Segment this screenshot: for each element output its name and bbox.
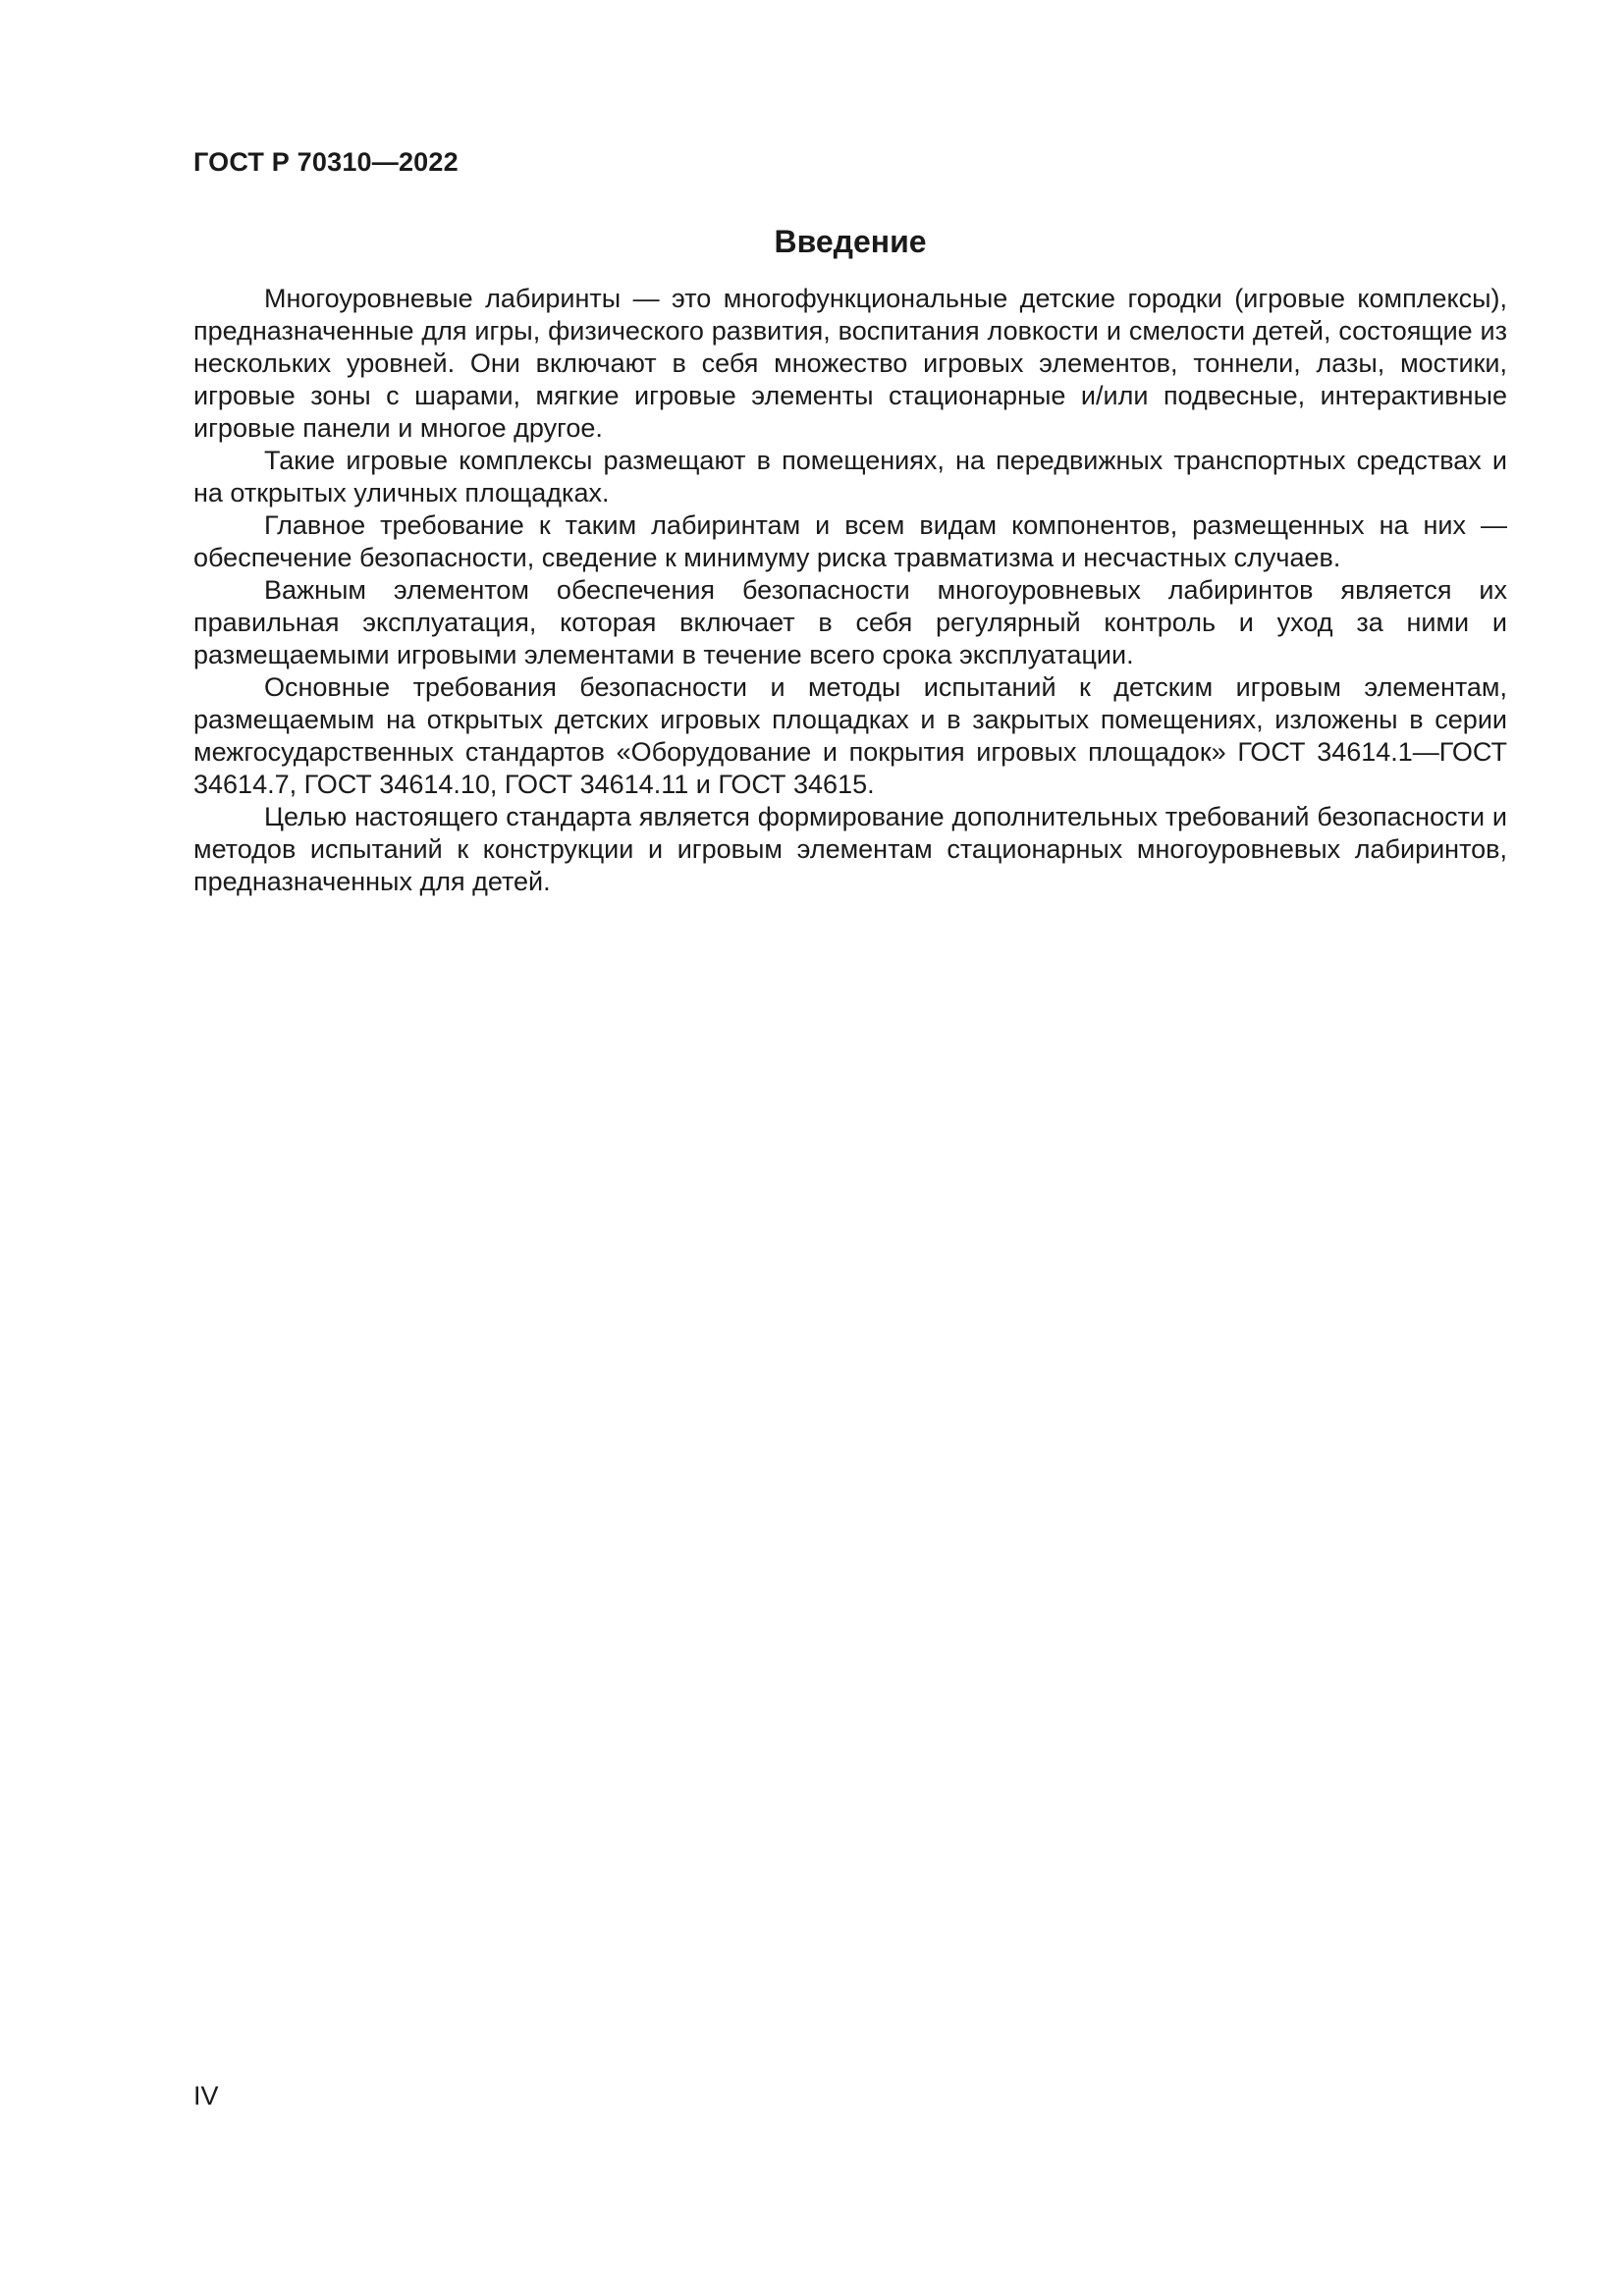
body-text: [193, 283, 1507, 898]
paragraph: Главное требование к таким лабиринтам и всем видам компонентов, размещенных на них — обеспечение безопасности, сведение к минимуму риска травматизма и несчастных случаев.: [193, 510, 1507, 572]
paragraph: Многоуровневые лабиринты — это многофункциональные детские городки (игровые комплексы), предназначенные для игры, физического развития, воспитания ловкости и смелости детей, состоящие из нескольких уровней. Они включают в себя множество игровых элементов, тоннели, лазы, мостики, игровые зоны с шарами, мягкие игровые элементы стационарные и/или подвесные, интерактивные игровые панели и многое другое.: [193, 284, 1507, 443]
paragraph: Такие игровые комплексы размещают в помещениях, на передвижных транспортных средствах и на открытых уличных площадках.: [193, 446, 1507, 507]
paragraph: Целью настоящего стандарта является формирование дополнительных требований безопасности и методов испытаний к конструкции и игровым элементам стационарных многоуровневых лабиринтов, предназначенных для детей.: [193, 802, 1507, 896]
page-number: IV: [193, 2081, 219, 2110]
paragraph: Основные требования безопасности и методы испытаний к детским игровым элементам, размещаемым на открытых детских игровых площадках и в закрытых помещениях, изложены в серии межгосударственных стандартов «Оборудование и покрытия игровых площадок» ГОСТ 34614.1—ГОСТ 34614.7, ГОСТ 34614.10, ГОСТ 34614.11 и ГОСТ 34615.: [193, 672, 1507, 799]
paragraph: Важным элементом обеспечения безопасности многоуровневых лабиринтов является их правильная эксплуатация, которая включает в себя регулярный контроль и уход за ними и размещаемыми игровыми элементами в течение всего срока эксплуатации.: [193, 575, 1507, 669]
standard-code-header: ГОСТ Р 70310—2022: [193, 147, 459, 177]
section-title: Введение: [774, 224, 927, 259]
